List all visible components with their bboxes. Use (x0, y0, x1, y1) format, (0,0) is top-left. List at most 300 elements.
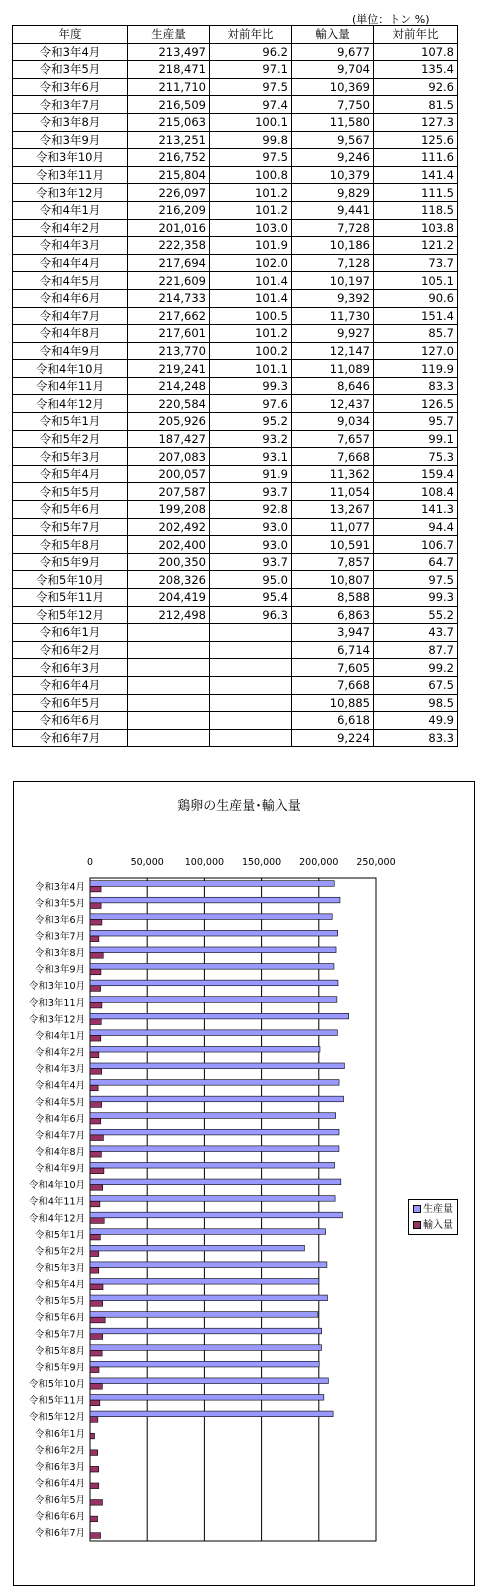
cell-production-yoy: 95.0 (210, 571, 292, 589)
cell-imports: 7,128 (292, 254, 374, 272)
cell-imports: 7,728 (292, 219, 374, 237)
bar-production (90, 1229, 326, 1235)
y-tick-label: 令和4年1月 (34, 1030, 85, 1042)
cell-production (128, 712, 210, 730)
table-row (13, 606, 458, 624)
cell-imports-yoy: 135.4 (374, 61, 458, 79)
table-row (13, 201, 458, 219)
cell-year: 令和4年5月 (13, 272, 128, 290)
cell-imports: 9,567 (292, 131, 374, 149)
cell-imports: 9,224 (292, 729, 374, 747)
cell-imports: 9,441 (292, 201, 374, 219)
bar-imports (90, 1085, 98, 1091)
bar-imports (90, 1019, 101, 1025)
cell-imports-yoy: 107.8 (374, 43, 458, 61)
cell-production: 214,733 (128, 289, 210, 307)
cell-year: 令和4年10月 (13, 360, 128, 378)
bar-imports (90, 1118, 101, 1124)
cell-imports-yoy: 90.6 (374, 289, 458, 307)
y-tick-label: 令和5年2月 (34, 1246, 85, 1258)
cell-production-yoy: 93.7 (210, 553, 292, 571)
bar-production (90, 1361, 319, 1367)
cell-imports: 9,246 (292, 149, 374, 167)
bar-imports (90, 986, 101, 992)
cell-imports-yoy: 94.4 (374, 518, 458, 536)
y-tick-label: 令和3年6月 (34, 914, 85, 926)
cell-production-yoy: 101.4 (210, 289, 292, 307)
bar-production (90, 914, 332, 920)
bar-production (90, 1212, 342, 1218)
bar-production (90, 1013, 349, 1019)
cell-production-yoy (210, 729, 292, 747)
x-tick-label: 150,000 (241, 857, 282, 868)
bar-production (90, 947, 336, 953)
cell-production: 213,497 (128, 43, 210, 61)
cell-imports: 12,147 (292, 342, 374, 360)
cell-imports: 9,704 (292, 61, 374, 79)
cell-imports: 6,863 (292, 606, 374, 624)
y-tick-label: 令和4年8月 (34, 1146, 85, 1158)
unit-note: (単位：トン %) (352, 13, 430, 26)
cell-production-yoy: 99.8 (210, 131, 292, 149)
cell-production: 226,097 (128, 184, 210, 202)
y-tick-label: 令和4年11月 (28, 1196, 85, 1208)
bar-production (90, 1278, 319, 1284)
header-imports-yoy: 対前年比 (374, 26, 458, 44)
cell-imports-yoy: 125.6 (374, 131, 458, 149)
bar-imports (90, 1433, 95, 1439)
header-production-yoy: 対前年比 (210, 26, 292, 44)
cell-year: 令和5年5月 (13, 483, 128, 501)
bar-imports (90, 1201, 100, 1207)
y-tick-label: 令和3年9月 (34, 964, 85, 976)
bar-imports (90, 953, 103, 959)
bar-production (90, 964, 334, 970)
cell-year: 令和5年12月 (13, 606, 128, 624)
table-row (13, 589, 458, 607)
table-row (13, 43, 458, 61)
cell-year: 令和4年1月 (13, 201, 128, 219)
table-row (13, 659, 458, 677)
cell-imports-yoy: 85.7 (374, 325, 458, 343)
bar-imports (90, 1466, 99, 1472)
y-tick-label: 令和4年12月 (28, 1213, 85, 1225)
cell-imports: 9,927 (292, 325, 374, 343)
cell-production-yoy: 95.4 (210, 589, 292, 607)
cell-year: 令和6年3月 (13, 659, 128, 677)
cell-production: 207,083 (128, 448, 210, 466)
bar-imports (90, 1069, 102, 1075)
cell-production: 204,419 (128, 589, 210, 607)
cell-production-yoy: 97.6 (210, 395, 292, 413)
bar-production (90, 1030, 337, 1036)
bar-production (90, 930, 338, 936)
bar-imports (90, 1334, 103, 1340)
cell-production (128, 624, 210, 642)
legend-swatch-production (413, 1205, 421, 1213)
cell-imports: 12,437 (292, 395, 374, 413)
cell-production (128, 659, 210, 677)
cell-year: 令和4年8月 (13, 325, 128, 343)
cell-imports-yoy: 121.2 (374, 237, 458, 255)
bar-imports (90, 1234, 100, 1240)
cell-production-yoy: 97.5 (210, 78, 292, 96)
table-row (13, 96, 458, 114)
cell-year: 令和5年4月 (13, 465, 128, 483)
table-row (13, 395, 458, 413)
cell-production: 217,662 (128, 307, 210, 325)
cell-imports-yoy: 81.5 (374, 96, 458, 114)
y-tick-label: 令和6年4月 (34, 1478, 85, 1490)
bar-imports (90, 919, 102, 925)
cell-production: 215,804 (128, 166, 210, 184)
table-row (13, 254, 458, 272)
cell-year: 令和3年5月 (13, 61, 128, 79)
cell-production (128, 676, 210, 694)
table-row (13, 325, 458, 343)
bar-production (90, 1378, 328, 1384)
cell-production (128, 729, 210, 747)
cell-imports: 7,668 (292, 448, 374, 466)
cell-imports-yoy: 64.7 (374, 553, 458, 571)
cell-year: 令和5年11月 (13, 589, 128, 607)
bar-production (90, 1262, 327, 1268)
cell-production: 221,609 (128, 272, 210, 290)
bar-production (90, 881, 334, 887)
bar-imports (90, 1533, 101, 1539)
table-row (13, 448, 458, 466)
cell-imports-yoy: 111.5 (374, 184, 458, 202)
cell-production: 202,492 (128, 518, 210, 536)
y-tick-label: 令和5年7月 (34, 1329, 85, 1341)
cell-year: 令和3年10月 (13, 149, 128, 167)
cell-year: 令和4年6月 (13, 289, 128, 307)
cell-year: 令和5年6月 (13, 501, 128, 519)
y-tick-label: 令和5年4月 (34, 1279, 85, 1291)
cell-production-yoy: 97.1 (210, 61, 292, 79)
y-tick-label: 令和6年3月 (34, 1461, 85, 1473)
cell-production-yoy: 97.5 (210, 149, 292, 167)
y-tick-label: 令和4年4月 (34, 1080, 85, 1092)
y-tick-label: 令和5年5月 (34, 1296, 85, 1308)
bar-production (90, 1328, 322, 1334)
chart-title: 鶏卵の生産量･輸入量 (177, 799, 301, 814)
table-row (13, 219, 458, 237)
cell-imports: 13,267 (292, 501, 374, 519)
y-tick-label: 令和5年6月 (34, 1312, 85, 1324)
cell-year: 令和6年1月 (13, 624, 128, 642)
table-row (13, 237, 458, 255)
y-tick-label: 令和5年8月 (34, 1345, 85, 1357)
y-tick-label: 令和6年2月 (34, 1445, 85, 1457)
bar-imports (90, 1218, 104, 1224)
cell-production-yoy: 93.0 (210, 536, 292, 554)
bar-chart (14, 782, 474, 1585)
cell-imports-yoy: 87.7 (374, 641, 458, 659)
cell-year: 令和4年12月 (13, 395, 128, 413)
cell-production-yoy: 101.9 (210, 237, 292, 255)
cell-year: 令和3年6月 (13, 78, 128, 96)
cell-production-yoy: 93.2 (210, 430, 292, 448)
cell-imports: 10,591 (292, 536, 374, 554)
cell-year: 令和4年9月 (13, 342, 128, 360)
bar-imports (90, 1151, 101, 1157)
table-row (13, 377, 458, 395)
table-row (13, 641, 458, 659)
cell-imports-yoy: 98.5 (374, 694, 458, 712)
table-row (13, 712, 458, 730)
y-tick-label: 令和4年10月 (28, 1180, 85, 1192)
cell-imports-yoy: 126.5 (374, 395, 458, 413)
cell-year: 令和4年4月 (13, 254, 128, 272)
y-tick-label: 令和4年7月 (34, 1130, 85, 1142)
cell-imports: 3,947 (292, 624, 374, 642)
table-row (13, 342, 458, 360)
cell-imports: 9,392 (292, 289, 374, 307)
cell-year: 令和5年7月 (13, 518, 128, 536)
cell-imports-yoy: 99.2 (374, 659, 458, 677)
cell-imports-yoy: 118.5 (374, 201, 458, 219)
cell-production: 200,057 (128, 465, 210, 483)
cell-year: 令和6年5月 (13, 694, 128, 712)
bar-production (90, 1411, 333, 1417)
table-header-row (13, 26, 458, 44)
bar-imports (90, 1500, 102, 1506)
cell-imports-yoy: 83.3 (374, 729, 458, 747)
cell-production: 207,587 (128, 483, 210, 501)
bar-imports (90, 1350, 102, 1356)
cell-imports-yoy: 75.3 (374, 448, 458, 466)
cell-imports-yoy: 105.1 (374, 272, 458, 290)
cell-production: 201,016 (128, 219, 210, 237)
cell-imports-yoy: 99.1 (374, 430, 458, 448)
cell-imports: 7,657 (292, 430, 374, 448)
cell-imports-yoy: 127.3 (374, 113, 458, 131)
bar-imports (90, 1367, 99, 1373)
cell-production: 205,926 (128, 413, 210, 431)
bar-imports (90, 936, 99, 942)
cell-year: 令和6年4月 (13, 676, 128, 694)
bar-imports (90, 1417, 98, 1423)
cell-production (128, 641, 210, 659)
cell-production: 218,471 (128, 61, 210, 79)
cell-imports-yoy: 111.6 (374, 149, 458, 167)
cell-imports-yoy: 67.5 (374, 676, 458, 694)
y-tick-label: 令和4年6月 (34, 1113, 85, 1125)
y-tick-label: 令和3年12月 (28, 1014, 85, 1026)
cell-imports-yoy: 55.2 (374, 606, 458, 624)
cell-production-yoy: 92.8 (210, 501, 292, 519)
table-row (13, 166, 458, 184)
y-tick-label: 令和5年1月 (34, 1229, 85, 1241)
header-imports: 輸入量 (292, 26, 374, 44)
x-tick-label: 0 (86, 857, 94, 868)
bar-production (90, 1395, 324, 1401)
bar-imports (90, 1400, 100, 1406)
bar-imports (90, 1384, 102, 1390)
cell-year: 令和6年6月 (13, 712, 128, 730)
cell-imports: 11,077 (292, 518, 374, 536)
cell-imports: 7,750 (292, 96, 374, 114)
data-table (12, 25, 458, 747)
cell-imports-yoy: 103.8 (374, 219, 458, 237)
cell-year: 令和4年11月 (13, 377, 128, 395)
cell-imports: 6,618 (292, 712, 374, 730)
cell-production: 214,248 (128, 377, 210, 395)
y-tick-label: 令和4年5月 (34, 1097, 85, 1109)
bar-production (90, 1063, 344, 1069)
table-row (13, 518, 458, 536)
cell-imports-yoy: 127.0 (374, 342, 458, 360)
bar-production (90, 1245, 304, 1251)
cell-imports: 7,605 (292, 659, 374, 677)
cell-production-yoy (210, 712, 292, 730)
cell-production-yoy: 93.1 (210, 448, 292, 466)
bar-imports (90, 1268, 99, 1274)
cell-imports-yoy: 83.3 (374, 377, 458, 395)
bar-imports (90, 903, 101, 909)
cell-production: 219,241 (128, 360, 210, 378)
bar-imports (90, 1102, 102, 1108)
table-row (13, 694, 458, 712)
cell-production-yoy (210, 676, 292, 694)
table-row (13, 149, 458, 167)
legend-swatch-imports (413, 1221, 421, 1229)
cell-production-yoy: 97.4 (210, 96, 292, 114)
bar-production (90, 1295, 327, 1301)
y-tick-label: 令和6年6月 (34, 1511, 85, 1523)
table-row (13, 536, 458, 554)
cell-production: 187,427 (128, 430, 210, 448)
table-row (13, 272, 458, 290)
cell-year: 令和3年9月 (13, 131, 128, 149)
cell-imports-yoy: 141.4 (374, 166, 458, 184)
table-row (13, 184, 458, 202)
bar-production (90, 1113, 336, 1119)
y-tick-label: 令和5年3月 (34, 1263, 85, 1275)
y-tick-label: 令和3年4月 (34, 881, 85, 893)
cell-production: 199,208 (128, 501, 210, 519)
cell-year: 令和4年2月 (13, 219, 128, 237)
cell-year: 令和5年10月 (13, 571, 128, 589)
x-tick-label: 50,000 (130, 857, 164, 868)
table-row (13, 553, 458, 571)
cell-production-yoy: 101.1 (210, 360, 292, 378)
cell-imports: 10,807 (292, 571, 374, 589)
cell-production: 215,063 (128, 113, 210, 131)
cell-imports: 9,034 (292, 413, 374, 431)
cell-production-yoy: 101.2 (210, 325, 292, 343)
cell-year: 令和5年8月 (13, 536, 128, 554)
y-tick-label: 令和3年7月 (34, 931, 85, 943)
cell-production-yoy: 102.0 (210, 254, 292, 272)
cell-production-yoy: 100.1 (210, 113, 292, 131)
cell-year: 令和5年9月 (13, 553, 128, 571)
cell-imports: 10,379 (292, 166, 374, 184)
bar-production (90, 1129, 339, 1135)
y-tick-label: 令和3年11月 (28, 997, 85, 1009)
cell-production-yoy (210, 624, 292, 642)
bar-imports (90, 1185, 103, 1191)
cell-production-yoy (210, 694, 292, 712)
cell-imports-yoy: 108.4 (374, 483, 458, 501)
cell-imports: 11,580 (292, 113, 374, 131)
cell-production: 213,770 (128, 342, 210, 360)
y-tick-label: 令和5年11月 (28, 1395, 85, 1407)
cell-imports: 6,714 (292, 641, 374, 659)
bar-production (90, 1345, 322, 1351)
cell-production: 213,251 (128, 131, 210, 149)
cell-year: 令和5年1月 (13, 413, 128, 431)
cell-year: 令和5年3月 (13, 448, 128, 466)
bar-production (90, 1146, 339, 1152)
cell-imports: 7,857 (292, 553, 374, 571)
cell-imports: 11,054 (292, 483, 374, 501)
cell-imports: 8,646 (292, 377, 374, 395)
bar-production (90, 1096, 344, 1102)
cell-imports: 10,186 (292, 237, 374, 255)
cell-imports: 9,829 (292, 184, 374, 202)
y-tick-label: 令和4年9月 (34, 1163, 85, 1175)
bar-imports (90, 1035, 101, 1041)
cell-imports-yoy: 99.3 (374, 589, 458, 607)
bar-imports (90, 1450, 98, 1456)
cell-year: 令和3年7月 (13, 96, 128, 114)
cell-production-yoy: 100.8 (210, 166, 292, 184)
cell-production-yoy: 96.2 (210, 43, 292, 61)
bar-imports (90, 1135, 103, 1141)
cell-production-yoy: 93.7 (210, 483, 292, 501)
legend-item-imports (413, 1220, 453, 1232)
cell-production: 216,209 (128, 201, 210, 219)
cell-production: 217,601 (128, 325, 210, 343)
bar-production (90, 1196, 335, 1202)
table-row (13, 360, 458, 378)
table-row (13, 289, 458, 307)
cell-imports: 10,197 (292, 272, 374, 290)
cell-imports-yoy: 141.3 (374, 501, 458, 519)
bar-imports (90, 1002, 102, 1008)
cell-year: 令和3年4月 (13, 43, 128, 61)
bar-production (90, 897, 340, 903)
bar-production (90, 1179, 341, 1185)
y-tick-label: 令和6年1月 (34, 1428, 85, 1440)
x-tick-label: 200,000 (299, 857, 339, 868)
cell-imports-yoy: 151.4 (374, 307, 458, 325)
table-row (13, 307, 458, 325)
table-row (13, 501, 458, 519)
bar-imports (90, 1251, 99, 1257)
table-row (13, 61, 458, 79)
cell-production-yoy: 100.5 (210, 307, 292, 325)
cell-imports-yoy: 43.7 (374, 624, 458, 642)
cell-imports-yoy: 73.7 (374, 254, 458, 272)
cell-year: 令和3年11月 (13, 166, 128, 184)
cell-production: 216,509 (128, 96, 210, 114)
cell-production-yoy (210, 641, 292, 659)
bar-production (90, 1046, 320, 1052)
cell-imports-yoy: 159.4 (374, 465, 458, 483)
bar-production (90, 1312, 318, 1318)
cell-production (128, 694, 210, 712)
cell-imports: 11,362 (292, 465, 374, 483)
cell-production: 222,358 (128, 237, 210, 255)
bar-imports (90, 1301, 103, 1307)
y-tick-label: 令和5年10月 (28, 1379, 85, 1391)
cell-production-yoy: 93.0 (210, 518, 292, 536)
legend-label-production: 生産量 (423, 1204, 453, 1215)
cell-imports-yoy: 95.7 (374, 413, 458, 431)
